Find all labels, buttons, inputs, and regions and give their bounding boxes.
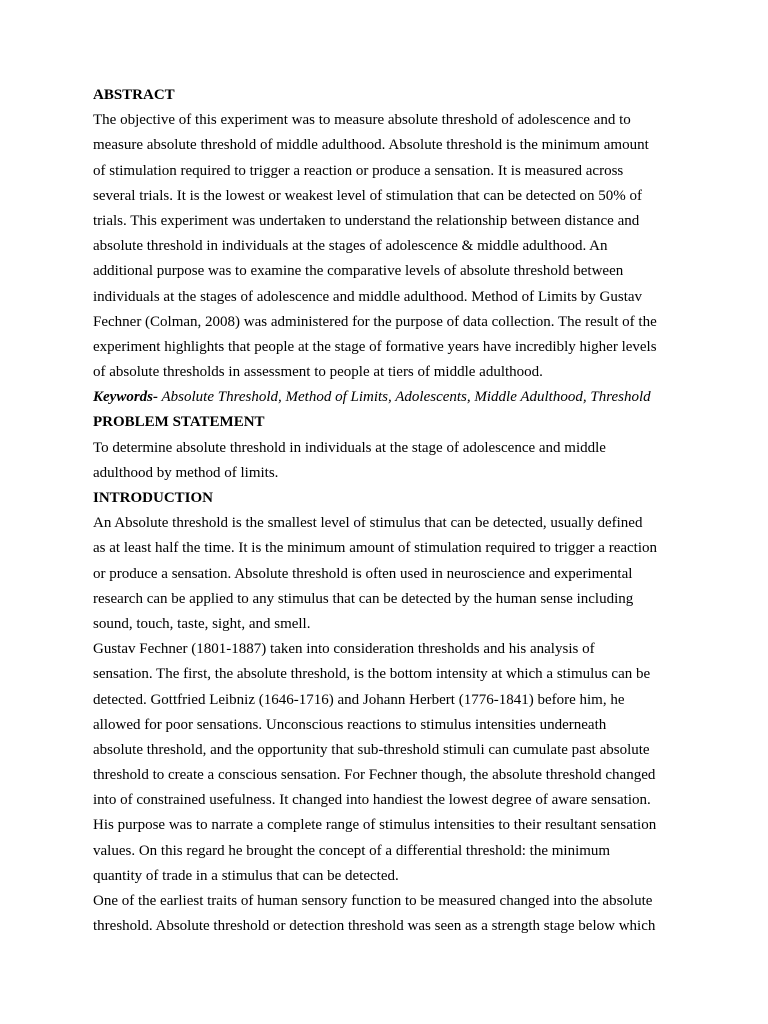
introduction-line: absolute threshold, and the opportunity that sub-threshold stimuli can cumulate past absolute <box>93 741 650 758</box>
abstract-line: Fechner (Colman, 2008) was administered for the purpose of data collection. The result of the <box>93 313 657 330</box>
introduction-line: Gustav Fechner (1801-1887) taken into consideration thresholds and his analysis of <box>93 641 595 658</box>
introduction-line: as at least half the time. It is the minimum amount of stimulation required to trigger a reaction <box>93 540 658 557</box>
introduction-line: or produce a sensation. Absolute threshold is often used in neuroscience and experimental <box>93 565 633 582</box>
abstract-line: The objective of this experiment was to measure absolute threshold of adolescence and to <box>93 112 631 129</box>
introduction-line: values. On this regard he brought the concept of a differential threshold: the minimum <box>93 842 611 859</box>
abstract-line: of absolute thresholds in assessment to people at tiers of middle adulthood. <box>93 364 543 381</box>
problem-statement-heading: PROBLEM STATEMENT <box>93 414 265 431</box>
introduction-line: allowed for poor sensations. Unconscious reactions to stimulus intensities underneath <box>93 716 607 733</box>
document-page <box>93 83 683 939</box>
abstract-line: of stimulation required to trigger a reaction or produce a sensation. It is measured across <box>93 162 624 179</box>
introduction-line: threshold. Absolute threshold or detection threshold was seen as a strength stage below which <box>93 918 656 935</box>
introduction-line: sound, touch, taste, sight, and smell. <box>93 615 311 632</box>
problem-statement-line: adulthood by method of limits. <box>93 464 279 481</box>
introduction-line: into of constrained usefulness. It changed into handiest the lowest degree of aware sensation. <box>93 792 651 809</box>
abstract-line: several trials. It is the lowest or weakest level of stimulation that can be detected on 50% of <box>93 187 642 204</box>
keywords-line <box>93 385 683 410</box>
abstract-line: experiment highlights that people at the stage of formative years have incredibly higher levels <box>93 338 657 355</box>
abstract-line: individuals at the stages of adolescence and middle adulthood. Method of Limits by Gustav <box>93 288 643 305</box>
introduction-line: quantity of trade in a stimulus that can be detected. <box>93 867 399 884</box>
introduction-heading: INTRODUCTION <box>93 490 214 506</box>
keywords-list: Absolute Threshold, Method of Limits, Adolescents, Middle Adulthood, Threshold <box>158 389 651 406</box>
introduction-line: threshold to create a conscious sensation. For Fechner though, the absolute threshold changed <box>93 767 656 784</box>
introduction-line: detected. Gottfried Leibniz (1646-1716) and Johann Herbert (1776-1841) before him, he <box>93 691 625 708</box>
abstract-line: absolute threshold in individuals at the stages of adolescence & middle adulthood. An <box>93 238 608 255</box>
abstract-line: additional purpose was to examine the comparative levels of absolute threshold between <box>93 263 624 280</box>
introduction-body <box>93 511 683 939</box>
introduction-line: research can be applied to any stimulus that can be detected by the human sense including <box>93 590 634 607</box>
problem-statement-line: To determine absolute threshold in individuals at the stage of adolescence and middle <box>93 439 606 456</box>
introduction-line: sensation. The first, the absolute threshold, is the bottom intensity at which a stimulus can be <box>93 666 651 683</box>
introduction-line: An Absolute threshold is the smallest level of stimulus that can be detected, usually defined <box>93 515 643 532</box>
introduction-line: One of the earliest traits of human sensory function to be measured changed into the absolute <box>93 893 653 909</box>
abstract-heading: ABSTRACT <box>93 87 175 103</box>
abstract-line: measure absolute threshold of middle adulthood. Absolute threshold is the minimum amount <box>93 137 649 154</box>
introduction-line: His purpose was to narrate a complete range of stimulus intensities to their resultant sensation <box>93 817 657 834</box>
keywords-label: Keywords- <box>93 389 158 406</box>
problem-statement-body <box>93 436 683 486</box>
abstract-line: trials. This experiment was undertaken to understand the relationship between distance and <box>93 212 640 229</box>
abstract-body <box>93 108 683 385</box>
